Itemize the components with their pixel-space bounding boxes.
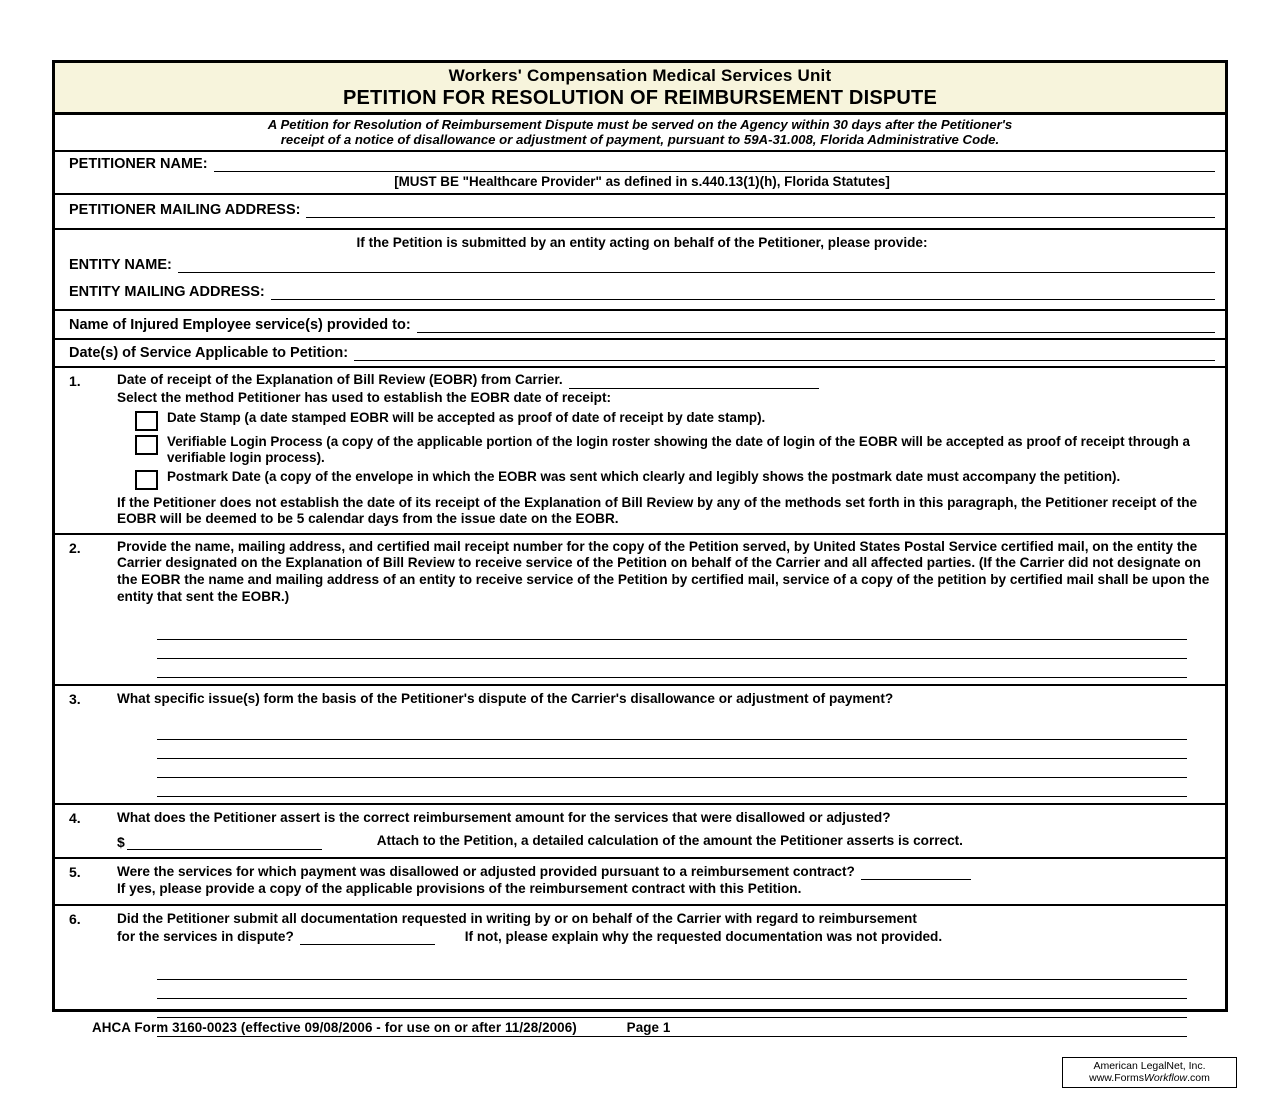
entity-address-input[interactable]: [271, 284, 1215, 300]
entity-block: [55, 230, 1225, 311]
checkbox-row-postmark-date[interactable]: [135, 469, 1215, 490]
injured-employee-label: Name of Injured Employee service(s) provided to:: [69, 317, 411, 334]
question-6-number: 6.: [69, 911, 81, 928]
question-2-answer-line-3[interactable]: [157, 659, 1187, 678]
petitioner-name-label: PETITIONER NAME:: [69, 156, 208, 173]
question-4-number: 4.: [69, 809, 81, 826]
question-4-text: What does the Petitioner assert is the correct reimbursement amount for the services that were disallowed or adjusted?: [117, 809, 891, 825]
question-3-answer-line-3[interactable]: [157, 759, 1187, 778]
checkbox-verifiable-login[interactable]: [135, 435, 158, 455]
question-4: [55, 805, 1225, 859]
legalnet-line2: [1063, 1072, 1236, 1084]
question-3-answer-line-2[interactable]: [157, 740, 1187, 759]
checkbox-verifiable-login-label: Verifiable Login Process (a copy of the applicable portion of the login roster showing the date of login of the EOBR will be accepted as proof of receipt through a verifiable login process).: [167, 433, 1191, 465]
question-6-line2b: If not, please explain why the requested documentation was not provided.: [464, 928, 943, 944]
question-2-text: Provide the name, mailing address, and certified mail receipt number for the copy of the Petition served, by United States Postal Service certified mail, on the entity the Carrier designated on the Explanation of Bill Review to receive service of the Petition on behalf of the Carrier and all affected parties. (If the Carrier did not designate on the EOBR the name and mailing address of an entity to receive service of the Petition by certified mail, service of a copy of the petition by certified mail shall be upon the entity that sent the EOBR.): [117, 538, 1210, 604]
service-notice-line2: receipt of a notice of disallowance or adjustment of payment, pursuant to 59A-31.008, Florida Administrative Code.: [280, 132, 1000, 148]
question-3-number: 3.: [69, 691, 81, 708]
question-4-attach-note: Attach to the Petition, a detailed calculation of the amount the Petitioner asserts is correct.: [376, 833, 963, 849]
eobr-receipt-date-input[interactable]: [569, 373, 819, 389]
legalnet-line1: American LegalNet, Inc.: [1093, 1059, 1206, 1072]
entity-address-label: ENTITY MAILING ADDRESS:: [69, 284, 265, 301]
legalnet-stamp: [1062, 1057, 1237, 1088]
question-5-line2: If yes, please provide a copy of the applicable provisions of the reimbursement contract with this Petition.: [117, 881, 802, 897]
question-1-line1: Date of receipt of the Explanation of Bill Review (EOBR) from Carrier.: [117, 372, 563, 388]
petitioner-name-input[interactable]: [214, 156, 1215, 172]
question-1-line2: Select the method Petitioner has used to establish the EOBR date of receipt:: [117, 389, 612, 405]
dates-of-service-input[interactable]: [354, 345, 1215, 361]
question-6-answer-line-1[interactable]: [157, 961, 1187, 980]
agency-title: Workers' Compensation Medical Services Unit: [448, 66, 832, 85]
form-id: AHCA Form 3160-0023 (effective 09/08/2006 - for use on or after 11/28/2006): [92, 1020, 577, 1035]
documentation-answer-input[interactable]: [300, 930, 435, 945]
dates-of-service-row: [55, 340, 1225, 368]
question-6-line2a: for the services in dispute?: [117, 928, 294, 944]
legalnet-url-mid: Workflow: [1143, 1071, 1188, 1084]
question-2-answer-line-1[interactable]: [157, 621, 1187, 640]
reimbursement-amount-input[interactable]: [127, 835, 322, 850]
currency-symbol: $: [117, 833, 125, 850]
checkbox-date-stamp[interactable]: [135, 411, 158, 431]
checkbox-postmark-date[interactable]: [135, 470, 158, 490]
dates-of-service-label: Date(s) of Service Applicable to Petition:: [69, 345, 349, 362]
injured-employee-row: [55, 311, 1225, 340]
contract-answer-input[interactable]: [861, 864, 971, 880]
legalnet-url-suffix: .com: [1187, 1071, 1210, 1084]
service-notice: [55, 115, 1225, 152]
legalnet-url-prefix: www.Forms: [1089, 1071, 1144, 1084]
form-header: [55, 63, 1225, 115]
question-6-answer-line-3[interactable]: [157, 999, 1187, 1018]
petitioner-address-label: PETITIONER MAILING ADDRESS:: [69, 202, 301, 219]
question-1: [55, 368, 1225, 534]
page-title: PETITION FOR RESOLUTION OF REIMBURSEMENT DISPUTE: [342, 87, 938, 109]
question-2-answer-line-2[interactable]: [157, 640, 1187, 659]
entity-name-label: ENTITY NAME:: [69, 257, 172, 274]
question-6-line1: Did the Petitioner submit all documentation requested in writing by or on behalf of the Carrier with regard to reimbursement: [117, 911, 917, 927]
petitioner-name-row: [55, 152, 1225, 195]
entity-name-input[interactable]: [178, 257, 1215, 273]
question-2: [55, 535, 1225, 686]
form-footer: [92, 1020, 670, 1035]
question-5-number: 5.: [69, 863, 81, 880]
checkbox-postmark-date-label: Postmark Date (a copy of the envelope in which the EOBR was sent which clearly and legibly shows the postmark date must accompany the petition).: [167, 468, 1121, 484]
checkbox-row-date-stamp[interactable]: [135, 410, 1215, 431]
checkbox-row-verifiable-login[interactable]: [135, 434, 1215, 466]
entity-intro: If the Petition is submitted by an entity acting on behalf of the Petitioner, please provide:: [356, 235, 928, 251]
question-3-text: What specific issue(s) form the basis of the Petitioner's dispute of the Carrier's disallowance or adjustment of payment?: [117, 691, 894, 707]
injured-employee-input[interactable]: [417, 317, 1215, 333]
checkbox-date-stamp-label: Date Stamp (a date stamped EOBR will be accepted as proof of date of receipt by date stamp).: [167, 409, 766, 425]
question-1-closing: If the Petitioner does not establish the date of its receipt of the Explanation of Bill Review by any of the methods set forth in this paragraph, the Petitioner receipt of the EOBR will be deemed to be 5 calendar days from the issue date on the EOBR.: [117, 494, 1198, 527]
page-number: Page 1: [626, 1020, 671, 1035]
question-2-number: 2.: [69, 539, 81, 556]
question-3: [55, 686, 1225, 805]
petitioner-address-input[interactable]: [306, 202, 1215, 218]
question-1-number: 1.: [69, 373, 81, 390]
question-6-answer-line-2[interactable]: [157, 980, 1187, 999]
question-3-answer-line-1[interactable]: [157, 721, 1187, 740]
petitioner-name-note: [MUST BE "Healthcare Provider" as defined in s.440.13(1)(h), Florida Statutes]: [394, 174, 890, 190]
service-notice-line1: A Petition for Resolution of Reimbursement Dispute must be served on the Agency within 30 days after the Petitioner's: [267, 117, 1013, 132]
petitioner-address-row: [55, 195, 1225, 230]
question-5: [55, 859, 1225, 906]
form-body: [52, 60, 1228, 1012]
question-3-answer-line-4[interactable]: [157, 778, 1187, 797]
question-5-line1: Were the services for which payment was disallowed or adjusted provided pursuant to a reimbursement contract?: [117, 863, 855, 879]
